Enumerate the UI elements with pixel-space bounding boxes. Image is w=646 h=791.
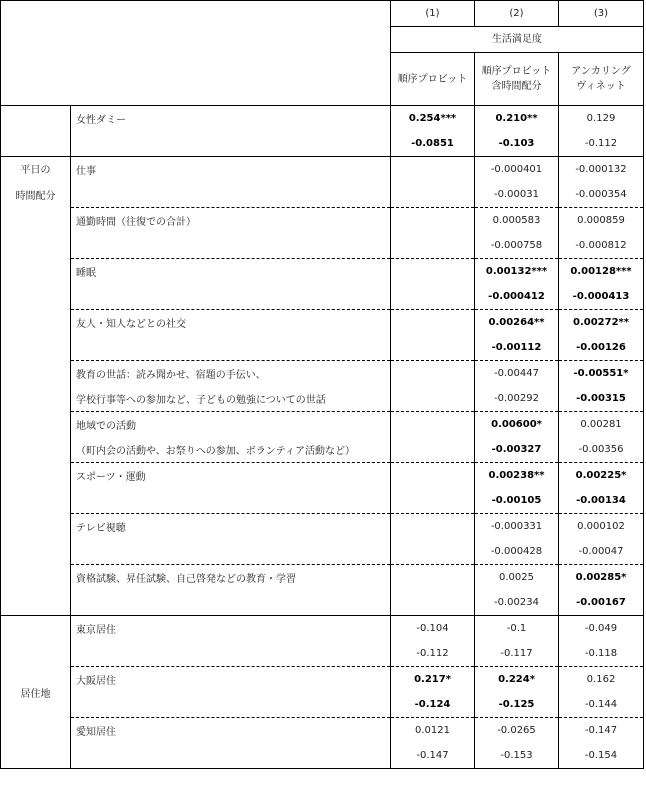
coef-cell [391, 361, 475, 387]
se-cell: -0.00315 [559, 386, 644, 412]
coef-cell: 0.254*** [391, 106, 475, 132]
se-cell [391, 590, 475, 616]
table-row [1, 743, 644, 769]
row-label [71, 233, 391, 259]
coef-cell: 0.00272** [559, 310, 644, 336]
coef-cell [391, 565, 475, 591]
se-cell: -0.00327 [475, 437, 559, 463]
coef-cell [391, 412, 475, 438]
coef-cell: 0.00132*** [475, 259, 559, 285]
se-cell: -0.000412 [475, 284, 559, 310]
coef-cell: 0.129 [559, 106, 644, 132]
table-row [1, 539, 644, 565]
se-cell: -0.118 [559, 641, 644, 667]
coef-cell: 0.000102 [559, 514, 644, 540]
row-label: 資格試験、昇任試験、自己啓発などの教育・学習 [71, 565, 391, 591]
row-label: 通勤時間（往復での合計） [71, 208, 391, 234]
coef-cell: 0.224* [475, 667, 559, 693]
table-row [1, 208, 644, 234]
se-cell: -0.124 [391, 692, 475, 718]
se-cell: -0.000413 [559, 284, 644, 310]
coef-cell: 0.000583 [475, 208, 559, 234]
row-label: 愛知居住 [71, 718, 391, 744]
row-label: 学校行事等への参加など、子どもの勉強についての世話 [71, 386, 391, 412]
se-cell [391, 539, 475, 565]
row-label: 教育の世話：読み聞かせ、宿題の手伝い、 [71, 361, 391, 387]
coef-cell [391, 157, 475, 183]
coef-cell [391, 463, 475, 489]
table-row [1, 157, 644, 183]
row-label [71, 641, 391, 667]
se-cell: -0.00105 [475, 488, 559, 514]
row-label: 大阪居住 [71, 667, 391, 693]
table-row [1, 233, 644, 259]
se-cell: -0.125 [475, 692, 559, 718]
se-cell [391, 182, 475, 208]
row-label: テレビ視聴 [71, 514, 391, 540]
se-cell [391, 284, 475, 310]
coef-cell: 0.0025 [475, 565, 559, 591]
header-empty-cell [1, 1, 391, 106]
row-label [71, 590, 391, 616]
coef-cell: -0.000132 [559, 157, 644, 183]
se-cell: -0.00126 [559, 335, 644, 361]
table-row [1, 412, 644, 438]
model-name-1: 順序プロビット [391, 53, 475, 106]
table-row [1, 641, 644, 667]
coef-cell [391, 514, 475, 540]
coef-cell [391, 259, 475, 285]
section-empty-cell [1, 106, 71, 157]
table-row [1, 106, 644, 132]
table-row [1, 590, 644, 616]
col-num-1: (1) [391, 1, 475, 27]
se-cell: -0.0851 [391, 131, 475, 157]
coef-cell: -0.00447 [475, 361, 559, 387]
coef-cell: 0.217* [391, 667, 475, 693]
row-label: 東京居住 [71, 616, 391, 642]
se-cell: -0.147 [391, 743, 475, 769]
table-row [1, 616, 644, 642]
row-label [71, 131, 391, 157]
coef-cell: -0.147 [559, 718, 644, 744]
col-num-3: (3) [559, 1, 644, 27]
coef-cell [391, 208, 475, 234]
coef-cell: 0.00285* [559, 565, 644, 591]
coef-cell: -0.00551* [559, 361, 644, 387]
table-row [1, 463, 644, 489]
se-cell: -0.117 [475, 641, 559, 667]
se-cell: -0.112 [559, 131, 644, 157]
se-cell: -0.00134 [559, 488, 644, 514]
section-label-residence: 居住地 [1, 616, 71, 769]
section-label-weekday: 平日の 時間配分 [1, 157, 71, 616]
se-cell [391, 488, 475, 514]
se-cell: -0.000354 [559, 182, 644, 208]
row-label [71, 182, 391, 208]
se-cell: -0.00031 [475, 182, 559, 208]
table-row [1, 565, 644, 591]
coef-cell [391, 310, 475, 336]
row-label [71, 488, 391, 514]
coef-cell: -0.049 [559, 616, 644, 642]
table-row [1, 182, 644, 208]
coef-cell: -0.000401 [475, 157, 559, 183]
row-label: 友人・知人などとの社交 [71, 310, 391, 336]
table-row [1, 488, 644, 514]
table-row [1, 131, 644, 157]
model-name-3: アンカリング ヴィネット [559, 53, 644, 106]
row-label: 睡眠 [71, 259, 391, 285]
row-label [71, 284, 391, 310]
row-label: スポーツ・運動 [71, 463, 391, 489]
table-row [1, 667, 644, 693]
coef-cell: -0.104 [391, 616, 475, 642]
row-label: 仕事 [71, 157, 391, 183]
coef-cell: 0.162 [559, 667, 644, 693]
se-cell: -0.00167 [559, 590, 644, 616]
coef-cell: -0.0265 [475, 718, 559, 744]
header-row-colnums [1, 1, 644, 27]
row-label: 女性ダミー [71, 106, 391, 132]
se-cell: -0.000758 [475, 233, 559, 259]
se-cell: -0.144 [559, 692, 644, 718]
row-label [71, 539, 391, 565]
coef-cell: 0.0121 [391, 718, 475, 744]
coef-cell: 0.00281 [559, 412, 644, 438]
table-row [1, 259, 644, 285]
dependent-variable-label: 生活満足度 [391, 27, 644, 53]
model-name-2: 順序プロビット 含時間配分 [475, 53, 559, 106]
table-row [1, 386, 644, 412]
table-row [1, 335, 644, 361]
coef-cell: 0.00264** [475, 310, 559, 336]
table-row [1, 310, 644, 336]
se-cell: -0.00112 [475, 335, 559, 361]
se-cell: -0.000428 [475, 539, 559, 565]
se-cell [391, 386, 475, 412]
se-cell [391, 233, 475, 259]
coef-cell: 0.00128*** [559, 259, 644, 285]
table-row [1, 718, 644, 744]
coef-cell: 0.000859 [559, 208, 644, 234]
se-cell: -0.000812 [559, 233, 644, 259]
coef-cell: -0.000331 [475, 514, 559, 540]
se-cell: -0.112 [391, 641, 475, 667]
row-label [71, 692, 391, 718]
se-cell: -0.00234 [475, 590, 559, 616]
coef-cell: 0.210** [475, 106, 559, 132]
coef-cell: 0.00600* [475, 412, 559, 438]
se-cell: -0.103 [475, 131, 559, 157]
row-label: （町内会の活動や、お祭りへの参加、ボランティア活動など） [71, 437, 391, 463]
row-label: 地域での活動 [71, 412, 391, 438]
se-cell: -0.00292 [475, 386, 559, 412]
se-cell [391, 437, 475, 463]
table-row [1, 692, 644, 718]
se-cell [391, 335, 475, 361]
se-cell: -0.00047 [559, 539, 644, 565]
row-label [71, 335, 391, 361]
table-row [1, 514, 644, 540]
coef-cell: -0.1 [475, 616, 559, 642]
coef-cell: 0.00225* [559, 463, 644, 489]
row-label [71, 743, 391, 769]
se-cell: -0.154 [559, 743, 644, 769]
table-row [1, 437, 644, 463]
se-cell: -0.00356 [559, 437, 644, 463]
col-num-2: (2) [475, 1, 559, 27]
table-row [1, 361, 644, 387]
table-row [1, 284, 644, 310]
se-cell: -0.153 [475, 743, 559, 769]
coef-cell: 0.00238** [475, 463, 559, 489]
